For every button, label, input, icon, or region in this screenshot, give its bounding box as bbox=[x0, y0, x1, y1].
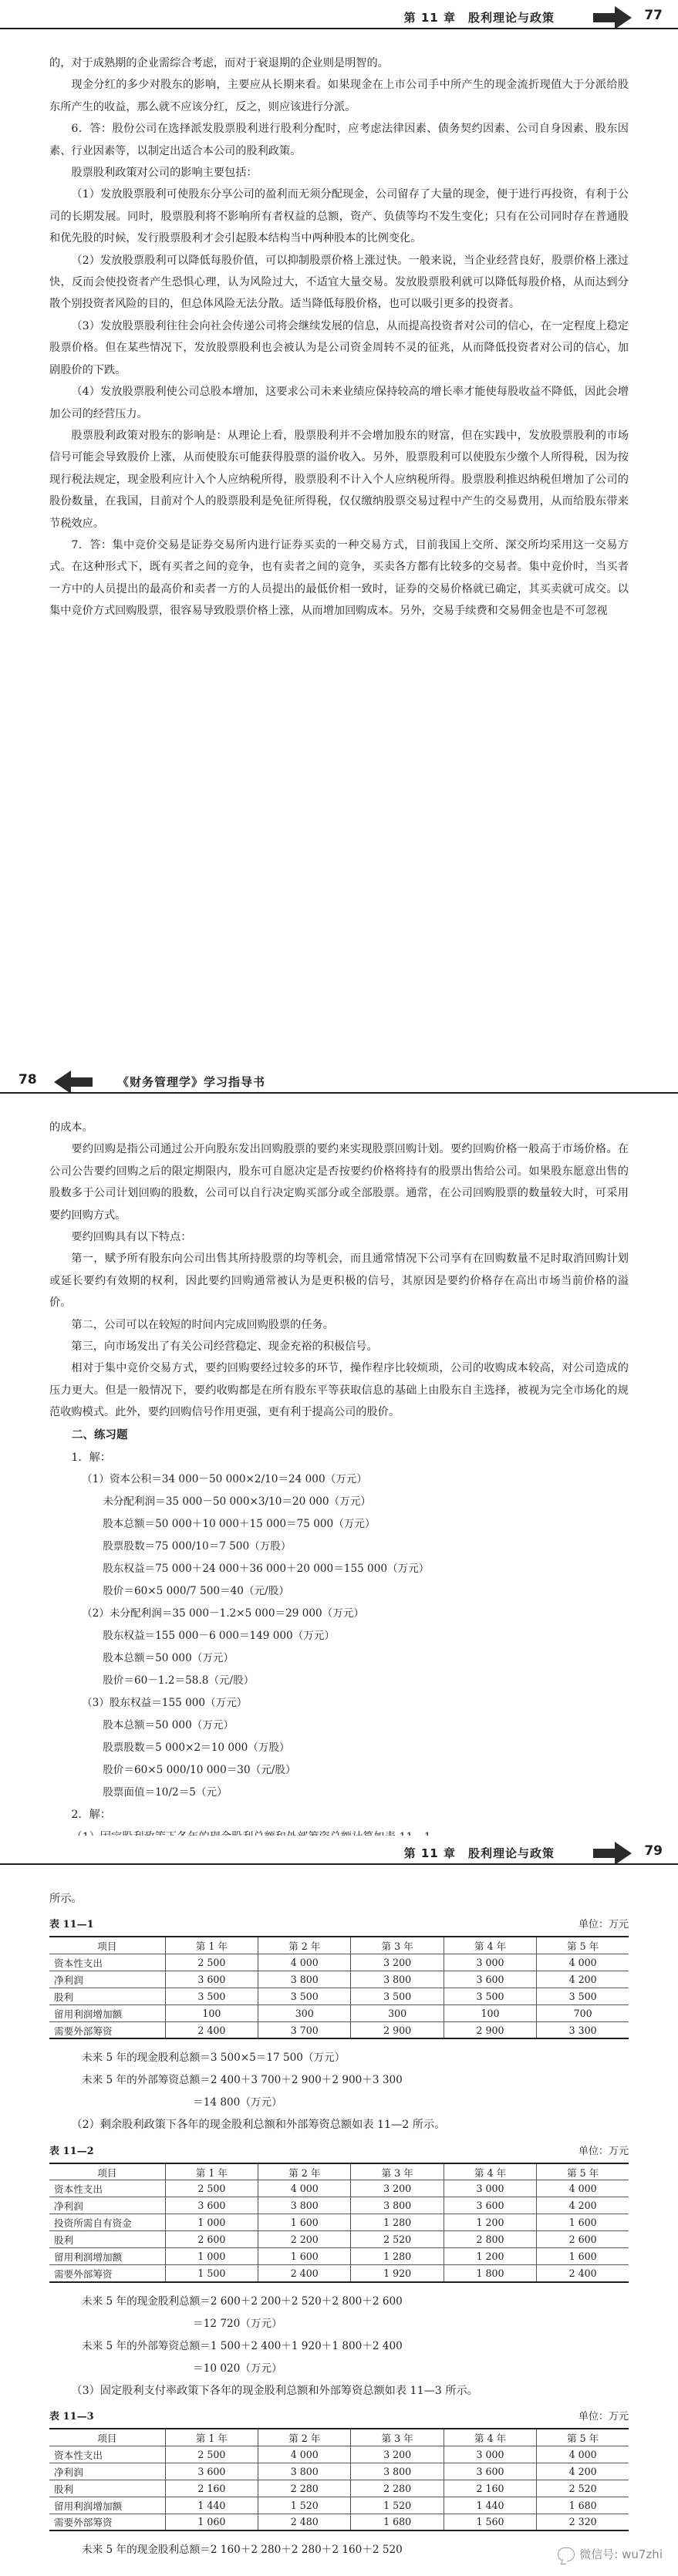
column-header: 第 5 年 bbox=[537, 1937, 629, 1954]
data-table bbox=[49, 2163, 629, 2283]
table-row bbox=[49, 2265, 629, 2282]
column-header: 第 1 年 bbox=[165, 2163, 258, 2180]
calc-line: 未来 5 年的外部筹资总额＝2 400＋3 700＋2 900＋2 900＋3 300 bbox=[82, 2074, 403, 2087]
table-cell: 3 500 bbox=[258, 1988, 351, 2004]
paragraph: 股票股利政策对股东的影响是：从理论上看，股票股利并不会增加股东的财富，但在实践中，发放股票股利的市场信号可能会导致股价上涨，从而使股东可能获得股票的溢价收入。另外，股票股利可以使股东少缴个人所得税，因为按现行税法规定，现金股利应计入个人应纳税所得，股票股利不计入个人应纳税所得。股票股利推迟纳税但增加了公司的股份数量，在我国，目前对个人的股票股利是免征所得税，仅仅缴纳股票交易过程中产生的交易费用，从而给股东带来节税效应。 bbox=[49, 429, 629, 530]
table-cell: 股利 bbox=[49, 2231, 165, 2248]
table-header-row bbox=[49, 1937, 629, 1954]
table-cell: 2 400 bbox=[537, 2265, 629, 2282]
table-cell: 700 bbox=[537, 2004, 629, 2021]
calc-line: 未来 5 年的外部筹资总额＝1 500＋2 400＋1 920＋1 800＋2 400 bbox=[82, 2339, 403, 2352]
table-cell: 1 200 bbox=[444, 2214, 536, 2231]
watermark-text: 微信号: wu7zhi bbox=[579, 2547, 663, 2561]
table-cell: 3 600 bbox=[444, 2197, 536, 2214]
table-label: 表 11—3 bbox=[49, 2411, 94, 2423]
table-cell: 3 800 bbox=[351, 2197, 444, 2214]
table-header-row bbox=[49, 2163, 629, 2180]
column-header: 项目 bbox=[49, 2429, 165, 2446]
page-header bbox=[0, 1064, 678, 1112]
table-row bbox=[49, 2214, 629, 2231]
table-cell: 3 600 bbox=[444, 1971, 536, 1988]
table-cell: 2 280 bbox=[351, 2480, 444, 2497]
table-row bbox=[49, 1971, 629, 1988]
table-cell: 100 bbox=[444, 2004, 536, 2021]
calc-line: 股价＝60－1.2＝58.8（元/股） bbox=[103, 1674, 255, 1688]
calc-line: 未来 5 年的现金股利总额＝2 600＋2 200＋2 520＋2 800＋2 600 bbox=[82, 2294, 403, 2308]
table-cell: 3 600 bbox=[165, 2463, 258, 2480]
table-cell: 1 600 bbox=[537, 2248, 629, 2265]
calc-line: （3）股东权益＝155 000（万元） bbox=[82, 1697, 248, 1710]
table-cell: 4 000 bbox=[258, 1954, 351, 1971]
column-header: 第 3 年 bbox=[351, 1937, 444, 1954]
column-header: 第 4 年 bbox=[444, 1937, 536, 1954]
table-cell: 3 700 bbox=[258, 2021, 351, 2038]
header-rule bbox=[0, 1863, 678, 1865]
table-cell: 股利 bbox=[49, 1988, 165, 2004]
paragraph: 7．答：集中竞价交易是证券交易所内进行证券买卖的一种交易方式，目前我国上交所、深交所均采用这一交易方式。在这种形式下，既有买者之间的竞争，也有卖者之间的竞争，买卖各方都有比较多的交易者。集中竞价时，当买者一方中的人员提出的最高价和卖者一方的人员提出的最低价相一致时，证券的交易价格就已确定，其买卖就可成交。以集中竞价方式回购股票，很容易导致股票价格上涨，从而增加回购成本。另外，交易手续费和交易佣金也是不可忽视 bbox=[49, 538, 629, 618]
table-row bbox=[49, 2197, 629, 2214]
calc-line: 股东权益＝75 000＋24 000＋36 000＋20 000＝155 000（万元） bbox=[103, 1563, 430, 1576]
chat-bubble-icon bbox=[558, 2547, 575, 2561]
table-cell: 1 520 bbox=[351, 2497, 444, 2514]
column-header: 第 5 年 bbox=[537, 2163, 629, 2180]
table-cell: 1 060 bbox=[165, 2514, 258, 2530]
column-header: 项目 bbox=[49, 2163, 165, 2180]
table-cell: 3 000 bbox=[444, 2446, 536, 2463]
calc-line: （1）资本公积＝34 000－50 000×2/10＝24 000（万元） bbox=[82, 1473, 367, 1486]
table-cell: 1 440 bbox=[444, 2497, 536, 2514]
table-row bbox=[49, 2004, 629, 2021]
table-cell: 留用利润增加额 bbox=[49, 2497, 165, 2514]
table-unit: 单位：万元 bbox=[578, 2411, 629, 2423]
table-label: 表 11—1 bbox=[49, 1919, 94, 1931]
table-unit: 单位：万元 bbox=[578, 1919, 629, 1931]
table-unit: 单位：万元 bbox=[578, 2145, 629, 2157]
table-cell: 3 800 bbox=[258, 1971, 351, 1988]
column-header: 第 4 年 bbox=[444, 2163, 536, 2180]
table-cell: 2 320 bbox=[537, 2514, 629, 2530]
header-rule bbox=[0, 28, 678, 29]
paragraph: （2）剩余股利政策下各年的现金股利总额和外部筹资总额如表 11—2 所示。 bbox=[71, 2119, 446, 2132]
paragraph: 现金分红的多少对股东的影响，主要应从长期来看。如果现金在上市公司手中所产生的现金流折现值大于分派给股东所产生的收益，那么就不应该分红，反之，则应该进行分派。 bbox=[49, 79, 629, 113]
table-cell: 2 600 bbox=[165, 2231, 258, 2248]
calc-line: 未来 5 年的现金股利总额＝3 500×5＝17 500（万元） bbox=[82, 2052, 346, 2065]
table-cell: 2 500 bbox=[165, 2180, 258, 2197]
table-cell: 3 500 bbox=[537, 1988, 629, 2004]
paragraph: （2）发放股票股利可以降低每股价值，可以抑制股票价格上涨过快。一般来说，当企业经营良好，股票价格上涨过快，反而会使投资者产生恐惧心理，认为风险过大，不适宜大量交易。发放股票股利就可以降低每股价格，从而达到分散个别投资者风险的目的，但总体风险无法分散。适当降低每股价格，也可以吸引更多的投资者。 bbox=[49, 254, 629, 311]
table-row bbox=[49, 1954, 629, 1971]
table-cell: 3 500 bbox=[351, 1988, 444, 2004]
column-header: 项目 bbox=[49, 1937, 165, 1954]
arrow-right-icon bbox=[592, 5, 633, 31]
table-cell: 1 520 bbox=[258, 2497, 351, 2514]
table-row bbox=[49, 2463, 629, 2480]
calc-line: 股票股数＝5 000×2＝10 000（万股） bbox=[103, 1741, 290, 1755]
page-body bbox=[0, 1112, 678, 1848]
chapter-title: 第 11 章 股利理论与政策 bbox=[403, 11, 555, 25]
calculation-block bbox=[49, 2539, 629, 2561]
column-header: 第 1 年 bbox=[165, 1937, 258, 1954]
table-cell: 净利润 bbox=[49, 2463, 165, 2480]
spacer bbox=[49, 2531, 629, 2539]
table-cell: 1 000 bbox=[165, 2214, 258, 2231]
calc-line: ＝10 020（万元） bbox=[193, 2362, 282, 2375]
header-rule bbox=[0, 1092, 678, 1094]
table-cell: 1 440 bbox=[165, 2497, 258, 2514]
paragraph: 股票股利政策对公司的影响主要包括： bbox=[71, 167, 258, 180]
page-body bbox=[0, 1883, 678, 2561]
calc-line: 股本总额＝50 000（万元） bbox=[103, 1719, 234, 1732]
page-number: 78 bbox=[19, 1072, 37, 1087]
table-row bbox=[49, 2514, 629, 2530]
paragraph: 的成本。 bbox=[49, 1121, 93, 1134]
paragraph: （3）发放股票股利往往会向社会传递公司将会继续发展的信息，从而提高投资者对公司的信心，在一定程度上稳定股票价格。但在某些情况下，发放股票股利也会被认为是公司资金周转不灵的征兆，从而降低投资者对公司的信心，加剧股价的下跌。 bbox=[49, 319, 629, 376]
table-cell: 资本性支出 bbox=[49, 2446, 165, 2463]
column-header: 第 4 年 bbox=[444, 2429, 536, 2446]
table-cell: 1 600 bbox=[537, 2214, 629, 2231]
table-cell: 1 280 bbox=[351, 2214, 444, 2231]
calculation-block bbox=[49, 2047, 629, 2114]
arrow-right-icon bbox=[592, 1840, 633, 1866]
table-cell: 3 600 bbox=[165, 1971, 258, 1988]
table-row bbox=[49, 2248, 629, 2265]
table-cell: 1 600 bbox=[258, 2248, 351, 2265]
page-header bbox=[0, 0, 678, 48]
table-cell: 4 200 bbox=[537, 2463, 629, 2480]
column-header: 第 3 年 bbox=[351, 2429, 444, 2446]
solution-label: 1．解： bbox=[71, 1451, 111, 1464]
arrow-left-icon bbox=[52, 1069, 94, 1095]
table-cell: 3 500 bbox=[444, 1988, 536, 2004]
paragraph: （4）发放股票股利使公司总股本增加，这要求公司未来业绩应保持较高的增长率才能使每股收益不降低，因此会增加公司的经营压力。 bbox=[49, 386, 629, 420]
table-row bbox=[49, 2446, 629, 2463]
table-header-row bbox=[49, 2429, 629, 2446]
table-cell: 2 520 bbox=[351, 2231, 444, 2248]
table-cell: 1 680 bbox=[351, 2514, 444, 2530]
paragraph: 的，对于成熟期的企业需综合考虑，而对于衰退期的企业则是明智的。 bbox=[49, 57, 389, 69]
paragraph: 第二，公司可以在较短的时间内完成回购股票的任务。 bbox=[71, 1318, 334, 1331]
table-cell: 3 800 bbox=[258, 2197, 351, 2214]
table-cell: 3 800 bbox=[258, 2463, 351, 2480]
column-header: 第 5 年 bbox=[537, 2429, 629, 2446]
table-cell: 300 bbox=[258, 2004, 351, 2021]
table-cell: 2 500 bbox=[165, 1954, 258, 1971]
table-caption bbox=[49, 2406, 629, 2428]
table-cell: 2 500 bbox=[165, 2446, 258, 2463]
table-cell: 3 200 bbox=[351, 1954, 444, 1971]
column-header: 第 1 年 bbox=[165, 2429, 258, 2446]
table-cell: 需要外部筹资 bbox=[49, 2021, 165, 2038]
table-cell: 2 520 bbox=[537, 2480, 629, 2497]
table-cell: 留用利润增加额 bbox=[49, 2248, 165, 2265]
page-body bbox=[0, 48, 678, 622]
calc-line: 股价＝60×5 000/7 500＝40（元/股） bbox=[103, 1585, 289, 1598]
table-cell: 3 600 bbox=[444, 2463, 536, 2480]
table-cell: 3 800 bbox=[351, 2463, 444, 2480]
column-header: 第 3 年 bbox=[351, 2163, 444, 2180]
table-cell: 1 560 bbox=[444, 2514, 536, 2530]
table-cell: 3 600 bbox=[165, 2197, 258, 2214]
table-row bbox=[49, 2231, 629, 2248]
paragraph: 相对于集中竞价交易方式，要约回购要经过较多的环节，操作程序比较烦琐，公司的收购成本较高，对公司造成的压力更大。但是一般情况下，要约收购都是在所有股东平等获取信息的基础上由股东自主选择，被视为完全市场化的规范收购模式。此外，要约回购信号作用更强，更有利于提高公司的股价。 bbox=[49, 1362, 629, 1419]
table-cell: 2 600 bbox=[537, 2231, 629, 2248]
table-cell: 1 500 bbox=[165, 2265, 258, 2282]
page-78 bbox=[0, 1064, 678, 1836]
table-cell: 资本性支出 bbox=[49, 1954, 165, 1971]
calc-line: ＝12 720（万元） bbox=[193, 2317, 282, 2330]
paragraph: 第三，向市场发出了有关公司经营稳定、现金充裕的积极信号。 bbox=[71, 1340, 378, 1354]
watermark bbox=[558, 2546, 663, 2562]
table-cell: 4 000 bbox=[537, 2180, 629, 2197]
table-cell: 净利润 bbox=[49, 2197, 165, 2214]
table-cell: 需要外部筹资 bbox=[49, 2265, 165, 2282]
table-cell: 4 200 bbox=[537, 2197, 629, 2214]
chapter-title: 第 11 章 股利理论与政策 bbox=[403, 1846, 555, 1860]
paragraph: 6．答：股份公司在选择派发股票股利进行股利分配时，应考虑法律因素、债务契约因素、公司自身因素、股东因素、行业因素等，以制定出适合本公司的股利政策。 bbox=[49, 123, 629, 157]
calc-line: 股东权益＝155 000－6 000＝149 000（万元） bbox=[103, 1630, 336, 1643]
data-table bbox=[49, 2428, 629, 2531]
table-cell: 2 900 bbox=[444, 2021, 536, 2038]
paragraph: 要约回购具有以下特点： bbox=[71, 1231, 192, 1244]
calc-line: 股本总额＝50 000（万元） bbox=[103, 1652, 234, 1665]
page-number: 77 bbox=[644, 8, 663, 23]
data-table bbox=[49, 1936, 629, 2039]
table-cell: 1 280 bbox=[351, 2248, 444, 2265]
table-cell: 1 680 bbox=[537, 2497, 629, 2514]
calc-line: ＝14 800（万元） bbox=[193, 2096, 282, 2109]
table-cell: 留用利润增加额 bbox=[49, 2004, 165, 2021]
table-cell: 3 300 bbox=[537, 2021, 629, 2038]
solution-label: 2．解： bbox=[71, 1809, 111, 1822]
table-row bbox=[49, 2180, 629, 2197]
table-cell: 投资所需自有资金 bbox=[49, 2214, 165, 2231]
table-cell: 3 200 bbox=[351, 2180, 444, 2197]
calc-line: 股本总额＝50 000＋10 000＋15 000＝75 000（万元） bbox=[103, 1518, 376, 1531]
table-label: 表 11—2 bbox=[49, 2145, 94, 2157]
table-cell: 1 920 bbox=[351, 2265, 444, 2282]
column-header: 第 2 年 bbox=[258, 1937, 351, 1954]
table-caption bbox=[49, 2141, 629, 2163]
table-cell: 2 800 bbox=[444, 2231, 536, 2248]
calc-line: （2）未分配利润＝35 000－1.2×5 000＝29 000（万元） bbox=[82, 1607, 365, 1620]
table-cell: 资本性支出 bbox=[49, 2180, 165, 2197]
table-cell: 4 000 bbox=[537, 1954, 629, 1971]
column-header: 第 2 年 bbox=[258, 2429, 351, 2446]
table-cell: 3 200 bbox=[351, 2446, 444, 2463]
table-cell: 4 000 bbox=[258, 2180, 351, 2197]
table-cell: 1 200 bbox=[444, 2248, 536, 2265]
table-cell: 需要外部筹资 bbox=[49, 2514, 165, 2530]
table-cell: 2 400 bbox=[258, 2265, 351, 2282]
table-cell: 净利润 bbox=[49, 1971, 165, 1988]
page-header bbox=[0, 1836, 678, 1883]
calculation-block bbox=[49, 1468, 629, 1804]
table-cell: 股利 bbox=[49, 2480, 165, 2497]
table-row bbox=[49, 2021, 629, 2038]
table-cell: 3 000 bbox=[444, 1954, 536, 1971]
table-cell: 1 600 bbox=[258, 2214, 351, 2231]
calc-line: 股票股数＝75 000/10＝7 500（万股） bbox=[103, 1540, 292, 1553]
table-cell: 3 800 bbox=[351, 1971, 444, 1988]
book-title: 《财务管理学》学习指导书 bbox=[117, 1075, 266, 1089]
table-cell: 4 000 bbox=[258, 2446, 351, 2463]
table-row bbox=[49, 1988, 629, 2004]
calc-line: 股票面值＝10/2＝5（元） bbox=[103, 1786, 228, 1799]
paragraph: 要约回购是指公司通过公开向股东发出回购股票的要约来实现股票回购计划。要约回购价格一般高于市场价格。在公司公告要约回购之后的限定期限内，股东可自愿决定是否按要约价格将持有的股票出售给公司。如果股东愿意出售的股数多于公司计划回购的股数，公司可以自行决定购买部分或全部股票。通常，在公司回购股票的数量较大时，可采用要约回购方式。 bbox=[49, 1143, 629, 1222]
table-cell: 2 480 bbox=[258, 2514, 351, 2530]
page-79 bbox=[0, 1836, 678, 2576]
section-title: 二、练习题 bbox=[72, 1428, 128, 1441]
calc-line: 未来 5 年的现金股利总额＝2 160＋2 280＋2 280＋2 160＋2 520 bbox=[82, 2544, 403, 2557]
paragraph: （1）发放股票股利可使股东分享公司的盈利而无须分配现金，公司留存了大量的现金，便于进行再投资，有利于公司的长期发展。同时，股票股利将不影响所有者权益的总额，资产、负债等均不发生变化；只有在公司同时存在普通股和优先股的时候，发行股票股利才会引起股本结构当中两种股本的比例变化。 bbox=[49, 188, 629, 245]
spacer bbox=[49, 2039, 629, 2047]
table-cell: 3 500 bbox=[165, 1988, 258, 2004]
table-cell: 4 200 bbox=[537, 1971, 629, 1988]
table-cell: 2 200 bbox=[258, 2231, 351, 2248]
paragraph: （3）固定股利支付率政策下各年的现金股利总额和外部筹资总额如表 11—3 所示。 bbox=[71, 2384, 478, 2397]
table-cell: 300 bbox=[351, 2004, 444, 2021]
spacer bbox=[49, 2283, 629, 2291]
page-number: 79 bbox=[644, 1843, 663, 1859]
calculation-block bbox=[49, 2291, 629, 2380]
table-cell: 2 280 bbox=[258, 2480, 351, 2497]
table-row bbox=[49, 2497, 629, 2514]
table-cell: 2 900 bbox=[351, 2021, 444, 2038]
table-cell: 1 800 bbox=[444, 2265, 536, 2282]
table-cell: 3 000 bbox=[444, 2180, 536, 2197]
table-cell: 2 160 bbox=[165, 2480, 258, 2497]
column-header: 第 2 年 bbox=[258, 2163, 351, 2180]
table-cell: 100 bbox=[165, 2004, 258, 2021]
table-cell: 1 000 bbox=[165, 2248, 258, 2265]
table-cell: 2 160 bbox=[444, 2480, 536, 2497]
paragraph: 所示。 bbox=[49, 1893, 83, 1905]
paragraph: 第一，赋予所有股东向公司出售其所持股票的均等机会，而且通常情况下公司享有在回购数量不足时取消回购计划或延长要约有效期的权利，因此要约回购通常被认为是更积极的信号，其原因是要约价格存在高出市场当前价格的溢价。 bbox=[49, 1253, 629, 1310]
calc-line: 股价＝60×5 000/10 000＝30（元/股） bbox=[103, 1764, 296, 1777]
calc-line: 未分配利润＝35 000－50 000×3/10＝20 000（万元） bbox=[103, 1495, 371, 1509]
table-caption bbox=[49, 1914, 629, 1936]
page-77 bbox=[0, 0, 678, 1064]
table-row bbox=[49, 2480, 629, 2497]
table-cell: 2 400 bbox=[165, 2021, 258, 2038]
table-cell: 4 000 bbox=[537, 2446, 629, 2463]
